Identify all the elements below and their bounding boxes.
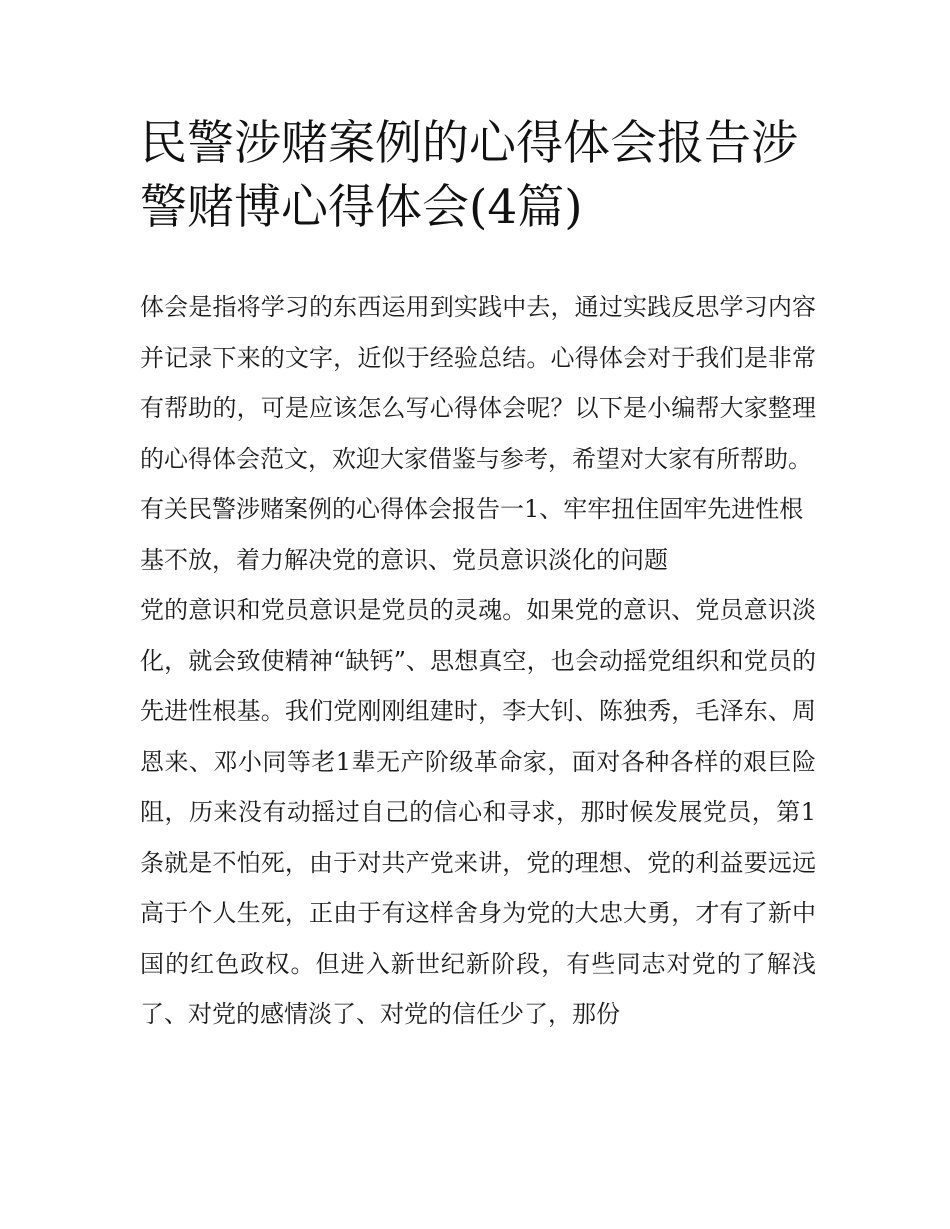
paragraph-party-awareness: 党的意识和党员意识是党员的灵魂。如果党的意识、党员意识淡化，就会致使精神“缺钙”、思想真空，也会动摇党组织和党员的先进性根基。我们党刚刚组建时，李大钊、陈独秀，毛泽东、周恩来、邓小同等老1辈无产阶级革命家，面对各种各样的艰巨险阻，历来没有动摇过自己的信心和寻求，那时候发展党员，第1条就是不怕死，由于对共产党来讲，党的理想、党的利益要远远高于个人生死，正由于有这样舍身为党的大忠大勇，才有了新中国的红色政权。但进入新世纪新阶段，有些同志对党的了解浅了、对党的感情淡了、对党的信任少了，那份 — [140, 596, 816, 1028]
document-body — [140, 282, 816, 1040]
paragraph-heading-one: 有关民警涉赌案例的心得体会报告一1、牢牢扭住固牢先进性根基不放，着力解决党的意识、党员意识淡化的问题 — [140, 495, 804, 574]
document-title: 民警涉赌案例的心得体会报告涉警赌博心得体会(4篇) — [140, 116, 798, 235]
paragraph-intro: 体会是指将学习的东西运用到实践中去，通过实践反思学习内容并记录下来的文字，近似于经验总结。心得体会对于我们是非常有帮助的，可是应该怎么写心得体会呢？以下是小编帮大家整理的心得体会范文，欢迎大家借鉴与参考，希望对大家有所帮助。 — [140, 293, 816, 473]
